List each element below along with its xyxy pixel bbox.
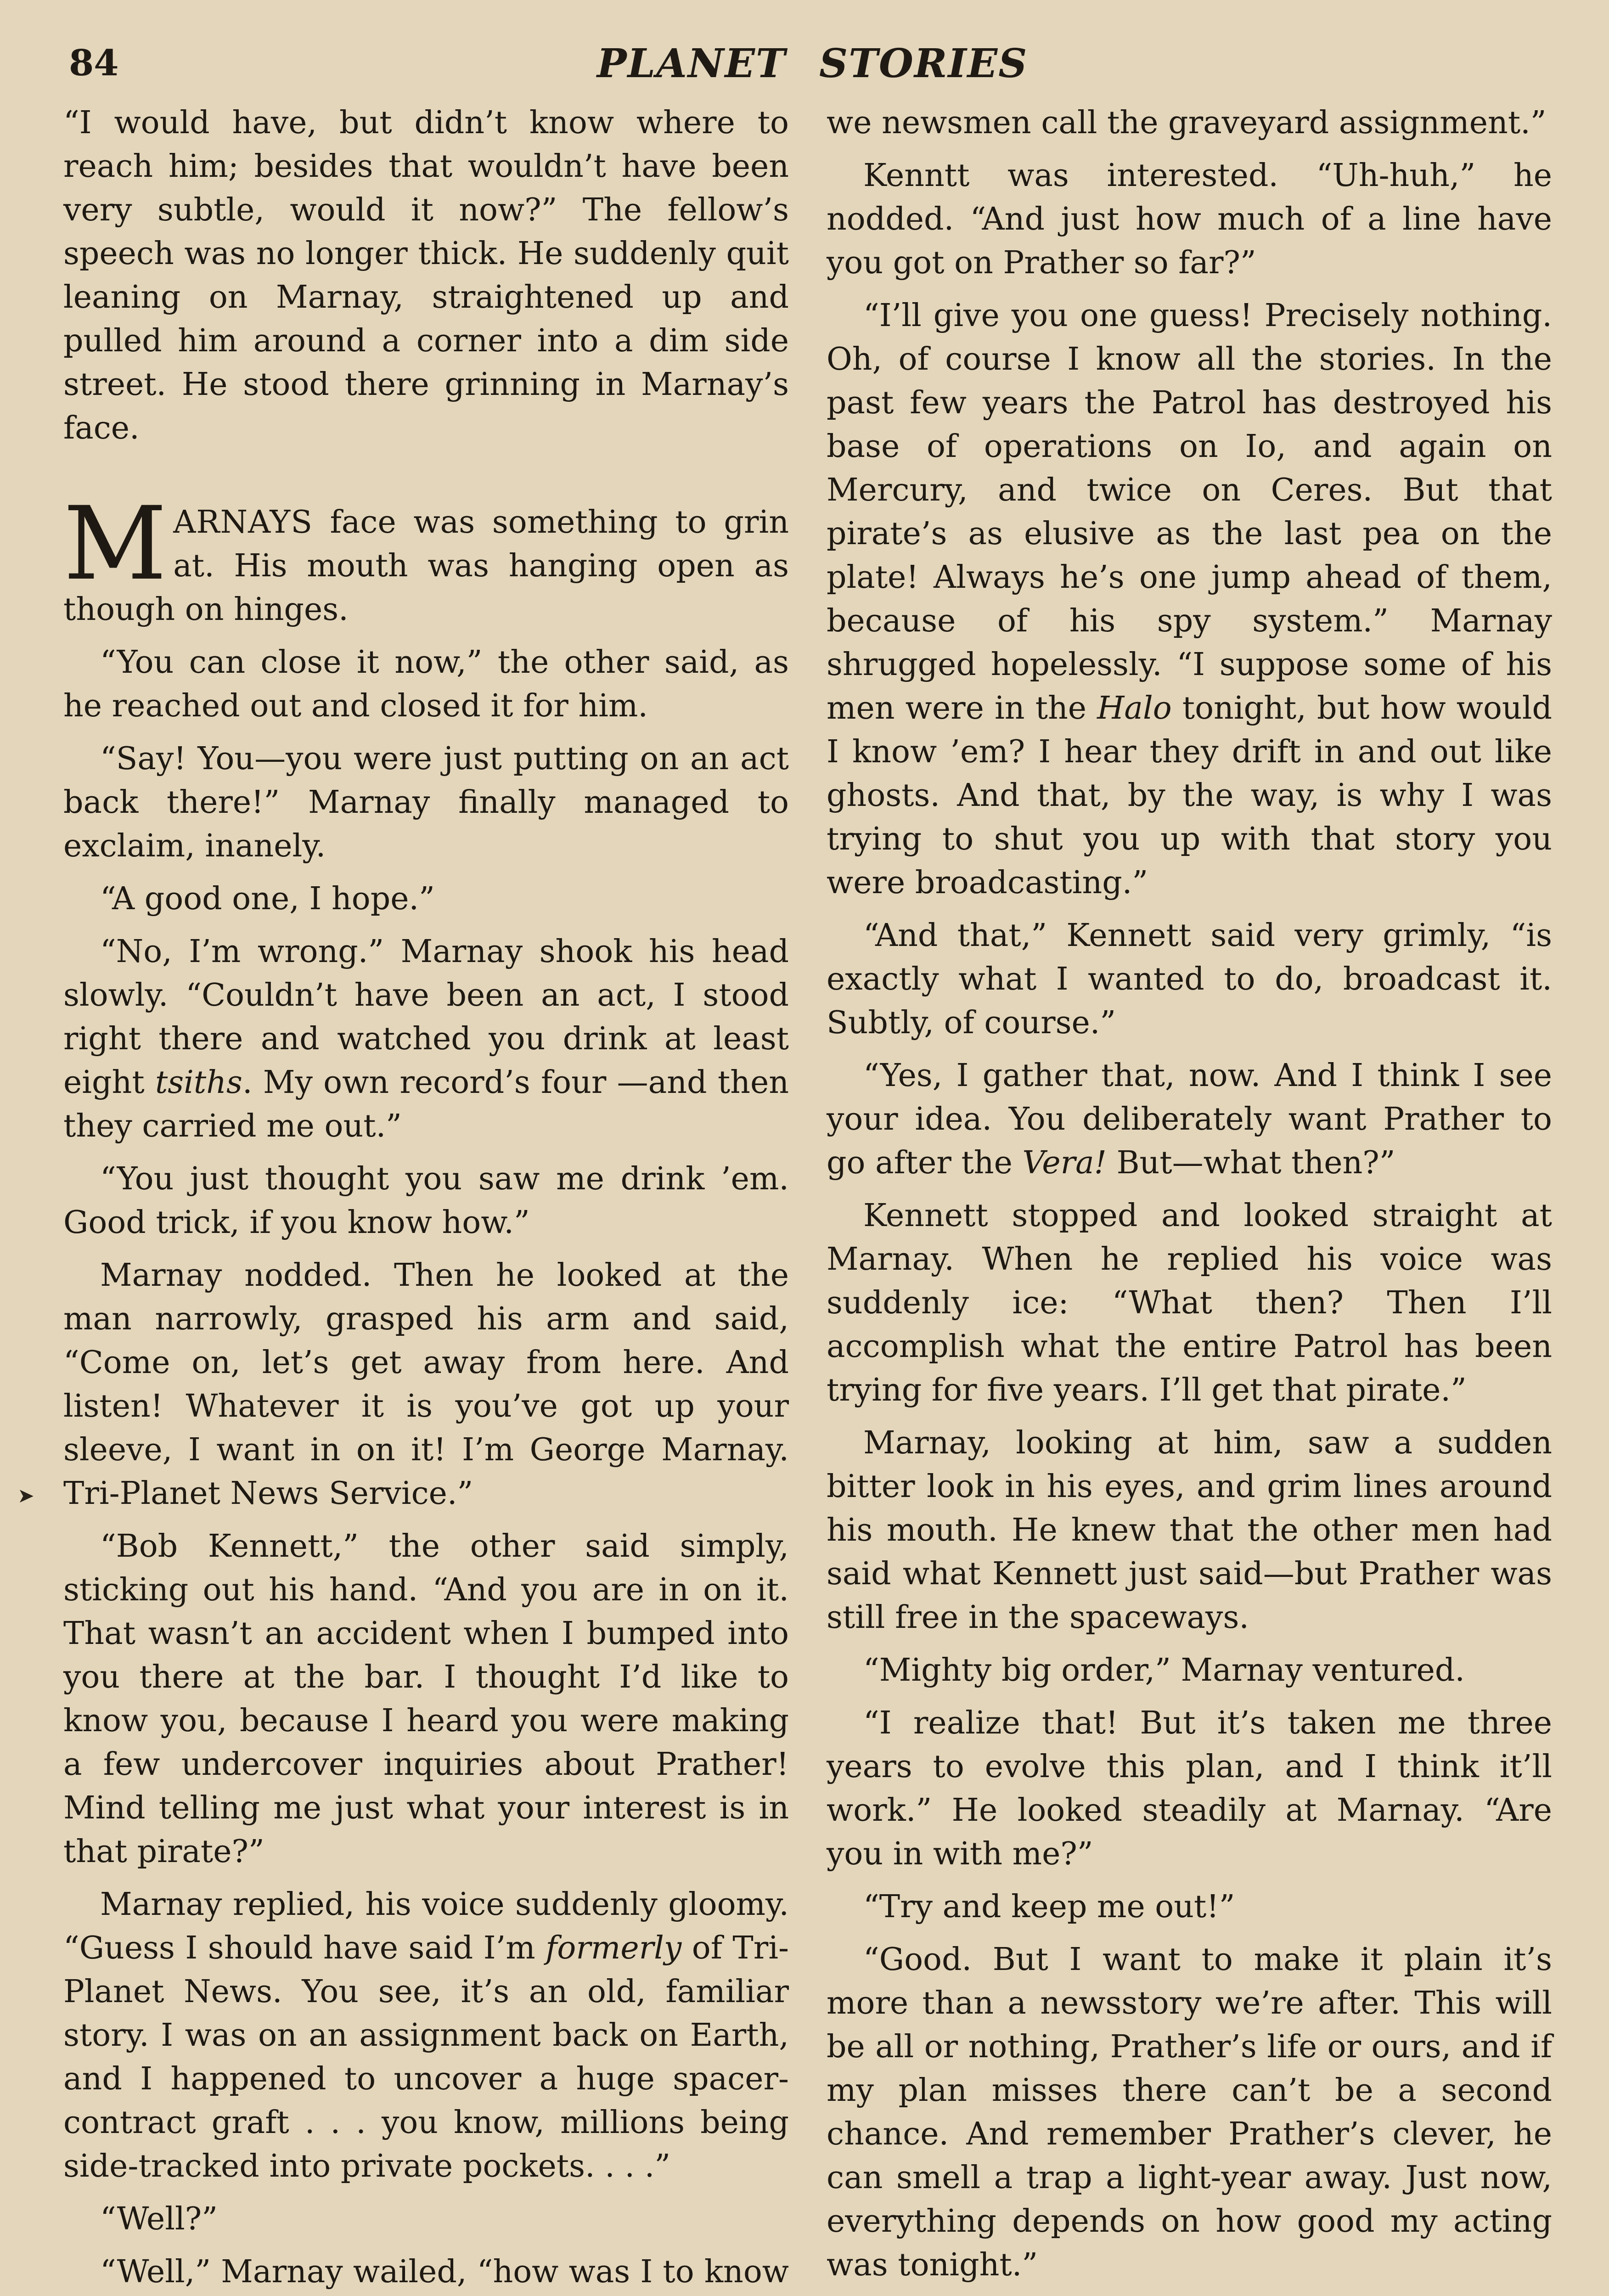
paragraph: Marnay nodded. Then he looked at the man narrowly, grasped his arm and said, “Come on, let’s get away from here. And listen! Whatever it is you’ve got up your sleeve, I want in on it! I’m George Marnay. Tri-Planet News Service.” <box>63 1257 789 1512</box>
paragraph: “I realize that! But it’s taken me three years to evolve this plan, and I think it’ll work.” He looked steadily at Marnay. “Are you in with me?” <box>827 1705 1552 1872</box>
paragraph: “Say! You—you were just putting on an act back there!” Marnay finally managed to exclaim, inanely. <box>63 741 789 864</box>
paragraph: Marnay, looking at him, saw a sudden bitter look in his eyes, and grim lines around his mouth. He knew that the other men had said what Kennett just said—but Prather was still free in the spaceways. <box>827 1425 1552 1636</box>
italic-word: formerly <box>546 1930 682 1966</box>
paragraph-text: But—what then?” <box>1106 1145 1395 1181</box>
page-number: 84 <box>69 42 119 84</box>
paragraph-text: “No, I’m wrong.” Marnay shook his head slowly. “Couldn’t have been an act, I stood right there and watched you drink at least eight <box>63 934 789 1101</box>
paragraph: “A good one, I hope.” <box>100 881 435 917</box>
paragraph: “Bob Kennett,” the other said simply, sticking out his hand. “And you are in on it. That wasn’t an accident when I bumped into you there at the bar. I thought I’d like to know you, because I heard you were making a few undercover inquiries about Prather! Mind telling me just what your interest is in that pirate?” <box>63 1528 789 1870</box>
page-header <box>69 42 1570 93</box>
paragraph: “Good. But I want to make it plain it’s more than a newsstory we’re after. This will be all or nothing, Prather’s life or ours, and if my plan misses there can’t be a second chance. And remember Prather’s clever, he can smell a trap a light-year away. Just now, everything depends on how good my acting was tonight.” <box>827 1941 1552 2283</box>
left-column <box>63 101 789 2296</box>
paragraph-text: . My own record’s four —and then they carried me out.” <box>63 1064 789 1144</box>
paragraph-text: of Tri-Planet News. You see, it’s an old, familiar story. I was on an assignment back on Earth, and I happened to uncover a huge spacer-contract graft . . . you know, millions being side-tracked into private pockets. . . .” <box>63 1930 789 2184</box>
magazine-title: PLANET STORIES <box>597 40 1028 87</box>
paragraph: Kennett stopped and looked straight at Marnay. When he replied his voice was suddenly ice: “What then? Then I’ll accomplish what the entire Patrol has been trying for five years. I’ll get that pirate.” <box>827 1198 1552 1408</box>
drop-cap: M <box>63 485 167 602</box>
italic-word: Halo <box>1097 690 1172 726</box>
paragraph-text: tonight, but how would I know ’em? I hear they drift in and out like ghosts. And that, by the way, is why I was trying to shut you up with that story you were broadcasting.” <box>827 690 1552 901</box>
paragraph: “Try and keep me out!” <box>863 1889 1235 1925</box>
paragraph <box>63 1883 789 2188</box>
paragraph-text: “Well,” Marnay wailed, “how was I to know <box>100 2254 789 2290</box>
paragraph: “You can close it now,” the other said, as he reached out and closed it for him. <box>63 644 789 724</box>
paragraph <box>63 930 789 1148</box>
paragraph: “And that,” Kennett said very grimly, “is exactly what I wanted to do, broadcast it. Subtly, of course.” <box>827 917 1552 1041</box>
section-start-paragraph <box>63 485 789 631</box>
right-column <box>827 101 1552 2296</box>
paragraph <box>827 294 1552 905</box>
paragraph <box>63 2250 789 2296</box>
arrow-right-icon: ➤ <box>17 1484 34 1508</box>
italic-word: Vera! <box>1022 1145 1107 1181</box>
italic-word: tsiths <box>155 1064 242 1101</box>
paragraph: “Well?” <box>100 2201 218 2237</box>
paragraph: “Mighty big order,” Marnay ventured. <box>863 1652 1465 1688</box>
paragraph-text: face was something to grin at. His mouth was hanging open as though on hinges. <box>63 504 789 628</box>
paragraph: “I would have, but didn’t know where to reach him; besides that wouldn’t have been very subtle, would it now?” The fellow’s speech was no longer thick. He suddenly quit leaning on Marnay, straightened up and pulled him around a corner into a dim side street. He stood there grinning in Marnay’s face. <box>63 105 789 446</box>
paragraph-text: Marnay replied, his voice suddenly gloomy. “Guess I should have said I’m <box>63 1886 789 1966</box>
paragraph-text: “I’ll give you one guess! Precisely nothing. Oh, of course I know all the stories. In the past few years the Patrol has destroyed his base of operations on Io, and again on Mercury, and twice on Ceres. But that pirate’s as elusive as the last pea on the plate! Always he’s one jump ahead of them, because of his spy system.” Marnay shrugged hopelessly. “I suppose some of his men were in the <box>827 298 1552 726</box>
smallcaps-word: ARNAYS <box>173 504 313 540</box>
paragraph-text: “Yes, I gather that, now. And I think I see your idea. You deliberately want Prather to go after the <box>827 1058 1552 1181</box>
paragraph: Kenntt was interested. “Uh-huh,” he nodded. “And just how much of a line have you got on Prather so far?” <box>827 158 1552 281</box>
paragraph: we newsmen call the graveyard assignment.” <box>827 105 1547 141</box>
paragraph: “You just thought you saw me drink ’em. Good trick, if you know how.” <box>63 1161 789 1241</box>
paragraph <box>827 1054 1552 1185</box>
